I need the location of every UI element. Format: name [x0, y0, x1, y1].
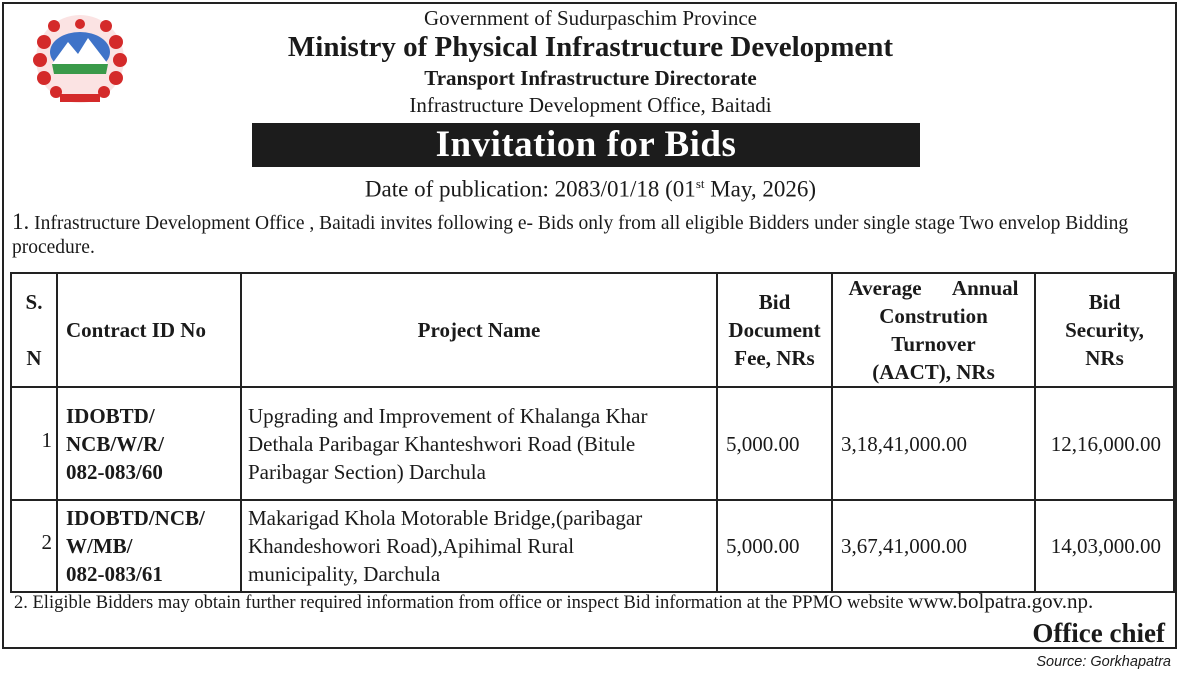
table-header-row [11, 273, 1174, 387]
header-aact: Average Annual Constrution Turnover (AACT), NRs [832, 273, 1035, 387]
row-sn: 1 [11, 387, 57, 500]
office-chief-signature: Office chief [1032, 618, 1165, 648]
header-sn: S. N [11, 273, 57, 387]
row-project-name: Makarigad Khola Motorable Bridge,(paribagar Khandeshowori Road),Apihimal Rural municipality, Darchula [241, 500, 717, 592]
row-bid-document-fee: 5,000.00 [717, 387, 832, 500]
header-contract-id: Contract ID No [57, 273, 241, 387]
publication-date-prefix: Date of publication: 2083/01/18 (01 [364, 176, 696, 202]
invitation-paragraph [12, 210, 1172, 260]
title-banner [252, 123, 920, 167]
row-bid-security: 14,03,000.00 [1035, 500, 1174, 592]
bids-table [10, 272, 1175, 593]
header-project-name: Project Name [241, 273, 717, 387]
paragraph-number: 1. [12, 209, 30, 234]
header-bid-security: Bid Security, NRs [1035, 273, 1174, 387]
ppmo-website-link[interactable]: www.bolpatra.gov.np. [908, 589, 1094, 613]
directorate-name: Transport Infrastructure Directorate [424, 66, 757, 90]
publication-date-suffix: May, 2026) [704, 176, 817, 202]
information-text: 2. Eligible Bidders may obtain further required information from office or inspect Bid information at the PPMO website [14, 593, 909, 613]
source-credit: Source: Gorkhapatra [1036, 654, 1171, 670]
government-name: Government of Sudurpaschim Province [423, 6, 758, 30]
ministry-name: Ministry of Physical Infrastructure Development [287, 31, 894, 63]
row-project-name: Upgrading and Improvement of Khalanga Khar Dethala Paribagar Khanteshwori Road (Bitule Paribagar Section) Darchula [241, 387, 717, 500]
header-bid-document-fee: Bid Document Fee, NRs [717, 273, 832, 387]
information-paragraph [14, 589, 1093, 614]
row-contract-id: IDOBTD/NCB/ W/MB/ 082-083/61 [57, 500, 241, 592]
row-sn: 2 [11, 500, 57, 592]
row-bid-document-fee: 5,000.00 [717, 500, 832, 592]
office-name: Infrastructure Development Office, Baitadi [409, 93, 772, 117]
invitation-text: Infrastructure Development Office , Baitadi invites following e- Bids only from all eligible Bidders under single stage Two envelop Bidding procedure. [12, 213, 1129, 258]
publication-date-sup: st [695, 176, 705, 191]
notice-title: Invitation for Bids [435, 124, 737, 165]
publication-date [0, 176, 1181, 203]
row-bid-security: 12,16,000.00 [1035, 387, 1174, 500]
row-aact: 3,67,41,000.00 [832, 500, 1035, 592]
row-aact: 3,18,41,000.00 [832, 387, 1035, 500]
table-row [11, 500, 1174, 592]
table-row [11, 387, 1174, 500]
row-contract-id: IDOBTD/ NCB/W/R/ 082-083/60 [57, 387, 241, 500]
